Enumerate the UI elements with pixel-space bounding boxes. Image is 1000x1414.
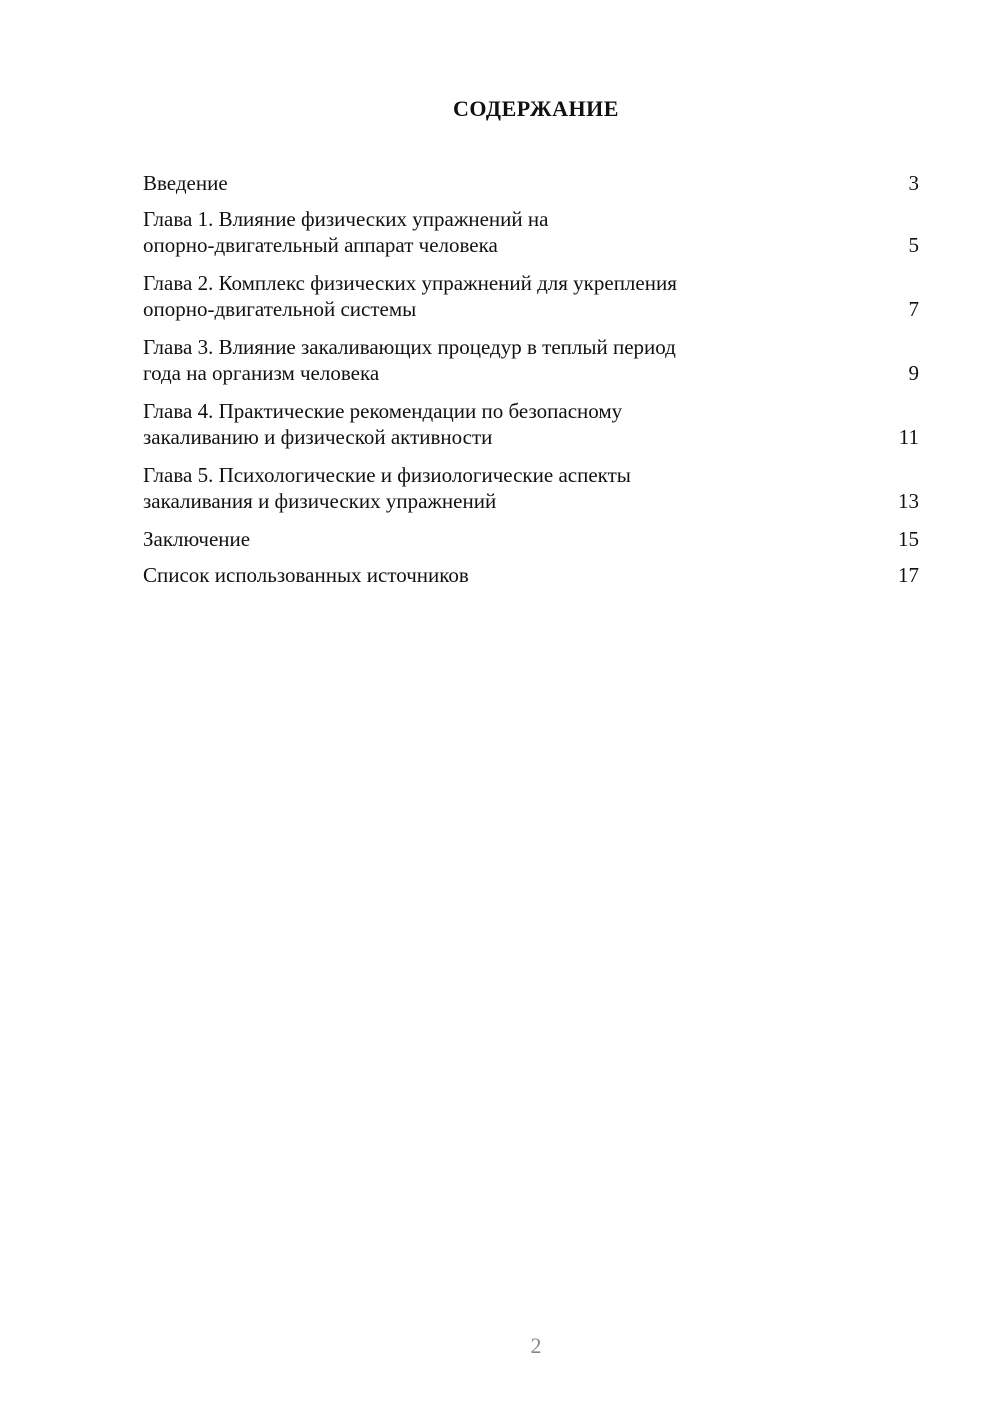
toc-heading: СОДЕРЖАНИЕ: [453, 96, 619, 121]
toc-entry-line: закаливания и физических упражнений: [143, 489, 497, 513]
toc-entry-references: [143, 562, 919, 588]
toc-entry-page: 13: [898, 489, 919, 513]
toc-entry-page: 15: [898, 527, 919, 551]
toc-entry-line: опорно-двигательный аппарат человека: [143, 233, 498, 257]
toc-entry-title: [143, 462, 631, 514]
table-of-contents: [143, 170, 919, 598]
toc-entry-introduction: [143, 170, 919, 196]
toc-entry-chapter-4: [143, 398, 919, 450]
toc-entry-page: 9: [908, 361, 919, 385]
page-number: 2: [530, 1333, 542, 1358]
toc-entry-title: [143, 334, 676, 386]
toc-entry-line: Заключение: [143, 527, 251, 551]
toc-entry-title: [143, 526, 250, 552]
toc-entry-line: закаливанию и физической активности: [143, 425, 493, 449]
toc-entry-line: опорно-двигательной системы: [143, 297, 417, 321]
toc-entry-page: 7: [908, 297, 919, 321]
toc-entry-line: Глава 3. Влияние закаливающих процедур в теплый период: [143, 335, 676, 359]
toc-entry-line: года на организм человека: [143, 361, 380, 385]
toc-entry-line: Глава 1. Влияние физических упражнений на: [143, 207, 549, 231]
toc-entry-conclusion: [143, 526, 919, 552]
toc-entry-title: [143, 270, 677, 322]
toc-entry-title: [143, 206, 548, 258]
toc-entry-title: [143, 562, 469, 588]
toc-entry-line: Глава 4. Практические рекомендации по безопасному: [143, 399, 623, 423]
toc-entry-page: 3: [908, 171, 919, 195]
toc-entry-page: 17: [898, 563, 919, 587]
toc-entry-line: Глава 2. Комплекс физических упражнений для укрепления: [143, 271, 677, 295]
toc-entry-title: [143, 398, 622, 450]
toc-entry-title: [143, 170, 228, 196]
toc-entry-chapter-3: [143, 334, 919, 386]
toc-entry-chapter-5: [143, 462, 919, 514]
toc-entry-line: Список использованных источников: [143, 563, 469, 587]
toc-entry-page: 5: [908, 233, 919, 257]
toc-entry-chapter-2: [143, 270, 919, 322]
toc-entry-page: 11: [898, 425, 919, 449]
toc-entry-line: Глава 5. Психологические и физиологические аспекты: [143, 463, 631, 487]
toc-entry-line: Введение: [143, 171, 228, 195]
toc-entry-chapter-1: [143, 206, 919, 258]
